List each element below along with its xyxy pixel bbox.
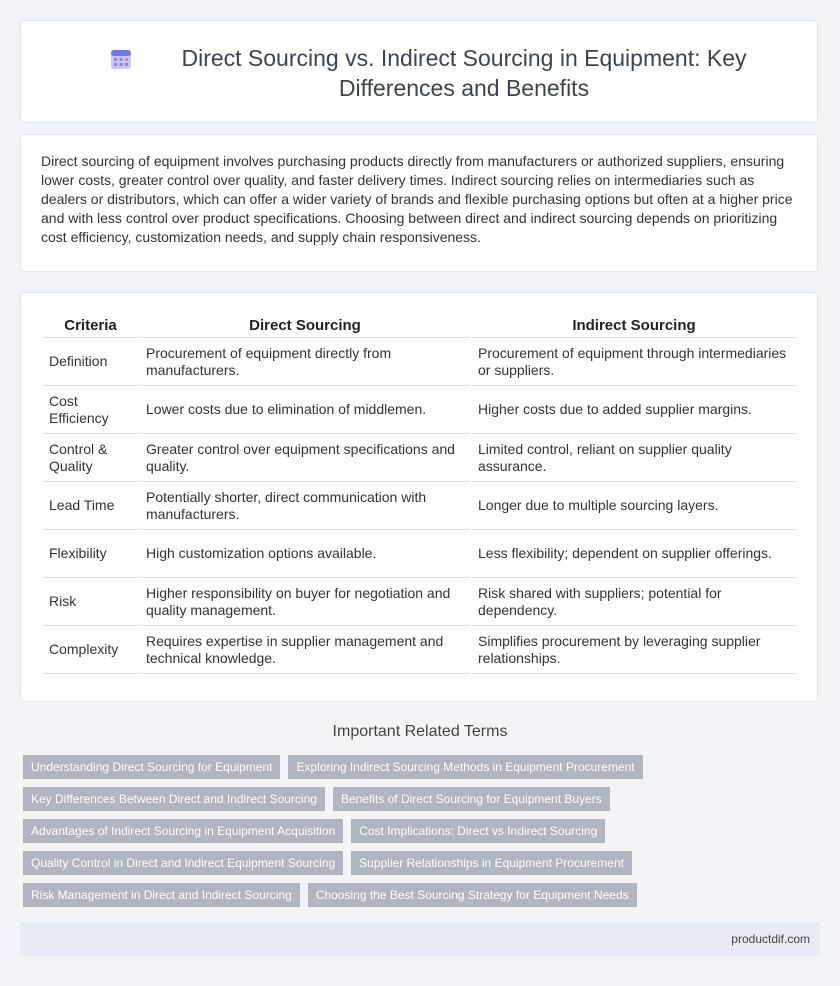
related-term-tag[interactable]: Advantages of Indirect Sourcing in Equipment Acquisition [23, 819, 343, 843]
related-term-tag[interactable]: Supplier Relationships in Equipment Procurement [351, 851, 632, 875]
table-row [43, 482, 796, 530]
related-term-tag[interactable]: Key Differences Between Direct and Indirect Sourcing [23, 787, 325, 811]
page-title: Direct Sourcing vs. Indirect Sourcing in Equipment: Key Differences and Benefits [181, 45, 747, 101]
calendar-icon [109, 47, 133, 71]
criteria-cell: Control & Quality [43, 434, 138, 482]
related-term-tag[interactable]: Benefits of Direct Sourcing for Equipment Buyers [333, 787, 610, 811]
header-indirect: Indirect Sourcing [472, 313, 796, 338]
criteria-cell: Definition [43, 338, 138, 386]
header-direct: Direct Sourcing [140, 313, 470, 338]
title-card [20, 20, 818, 123]
indirect-cell: Higher costs due to added supplier margins. [472, 386, 796, 434]
criteria-cell: Complexity [43, 626, 138, 674]
direct-cell: Procurement of equipment directly from manufacturers. [140, 338, 470, 386]
footer [20, 922, 820, 956]
direct-cell: Greater control over equipment specifications and quality. [140, 434, 470, 482]
related-terms-title: Important Related Terms [332, 723, 508, 740]
table-row [43, 434, 796, 482]
indirect-cell: Simplifies procurement by leveraging supplier relationships. [472, 626, 796, 674]
related-term-tag[interactable]: Choosing the Best Sourcing Strategy for Equipment Needs [308, 883, 637, 907]
comparison-table [41, 313, 798, 674]
header-criteria: Criteria [43, 313, 138, 338]
table-row [43, 626, 796, 674]
footer-site-link[interactable]: productdif.com [731, 932, 810, 946]
related-term-tag[interactable]: Exploring Indirect Sourcing Methods in Equipment Procurement [288, 755, 642, 779]
related-term-tag[interactable]: Understanding Direct Sourcing for Equipment [23, 755, 280, 779]
direct-cell: Higher responsibility on buyer for negotiation and quality management. [140, 578, 470, 626]
table-row [43, 338, 796, 386]
related-terms-list [23, 755, 823, 915]
tag-row [23, 851, 823, 875]
intro-paragraph: Direct sourcing of equipment involves purchasing products directly from manufacturers or authorized suppliers, ensuring lower costs, greater control over quality, and faster delivery times. Indirect sourcing relies on intermediaries such as dealers or distributors, which can offer a wider variety of brands and flexible purchasing options but often at a higher price and with less control over product specifications. Choosing between direct and indirect sourcing depends on prioritizing cost efficiency, customization needs, and supply chain responsiveness. [41, 153, 793, 245]
indirect-cell: Less flexibility; dependent on supplier offerings. [472, 530, 796, 578]
criteria-cell: Cost Efficiency [43, 386, 138, 434]
related-term-tag[interactable]: Cost Implications: Direct vs Indirect Sourcing [351, 819, 605, 843]
tag-row [23, 755, 823, 779]
direct-cell: High customization options available. [140, 530, 470, 578]
direct-cell: Potentially shorter, direct communication with manufacturers. [140, 482, 470, 530]
indirect-cell: Longer due to multiple sourcing layers. [472, 482, 796, 530]
table-row [43, 386, 796, 434]
criteria-cell: Flexibility [43, 530, 138, 578]
table-header-row [43, 313, 796, 338]
related-term-tag[interactable]: Quality Control in Direct and Indirect Equipment Sourcing [23, 851, 343, 875]
indirect-cell: Risk shared with suppliers; potential for dependency. [472, 578, 796, 626]
comparison-card [20, 292, 818, 702]
indirect-cell: Procurement of equipment through intermediaries or suppliers. [472, 338, 796, 386]
tag-row [23, 883, 823, 907]
table-row [43, 530, 796, 578]
tag-row [23, 787, 823, 811]
intro-card [20, 134, 818, 272]
indirect-cell: Limited control, reliant on supplier quality assurance. [472, 434, 796, 482]
related-term-tag[interactable]: Risk Management in Direct and Indirect Sourcing [23, 883, 300, 907]
criteria-cell: Lead Time [43, 482, 138, 530]
direct-cell: Requires expertise in supplier management and technical knowledge. [140, 626, 470, 674]
table-row [43, 578, 796, 626]
direct-cell: Lower costs due to elimination of middlemen. [140, 386, 470, 434]
criteria-cell: Risk [43, 578, 138, 626]
tag-row [23, 819, 823, 843]
